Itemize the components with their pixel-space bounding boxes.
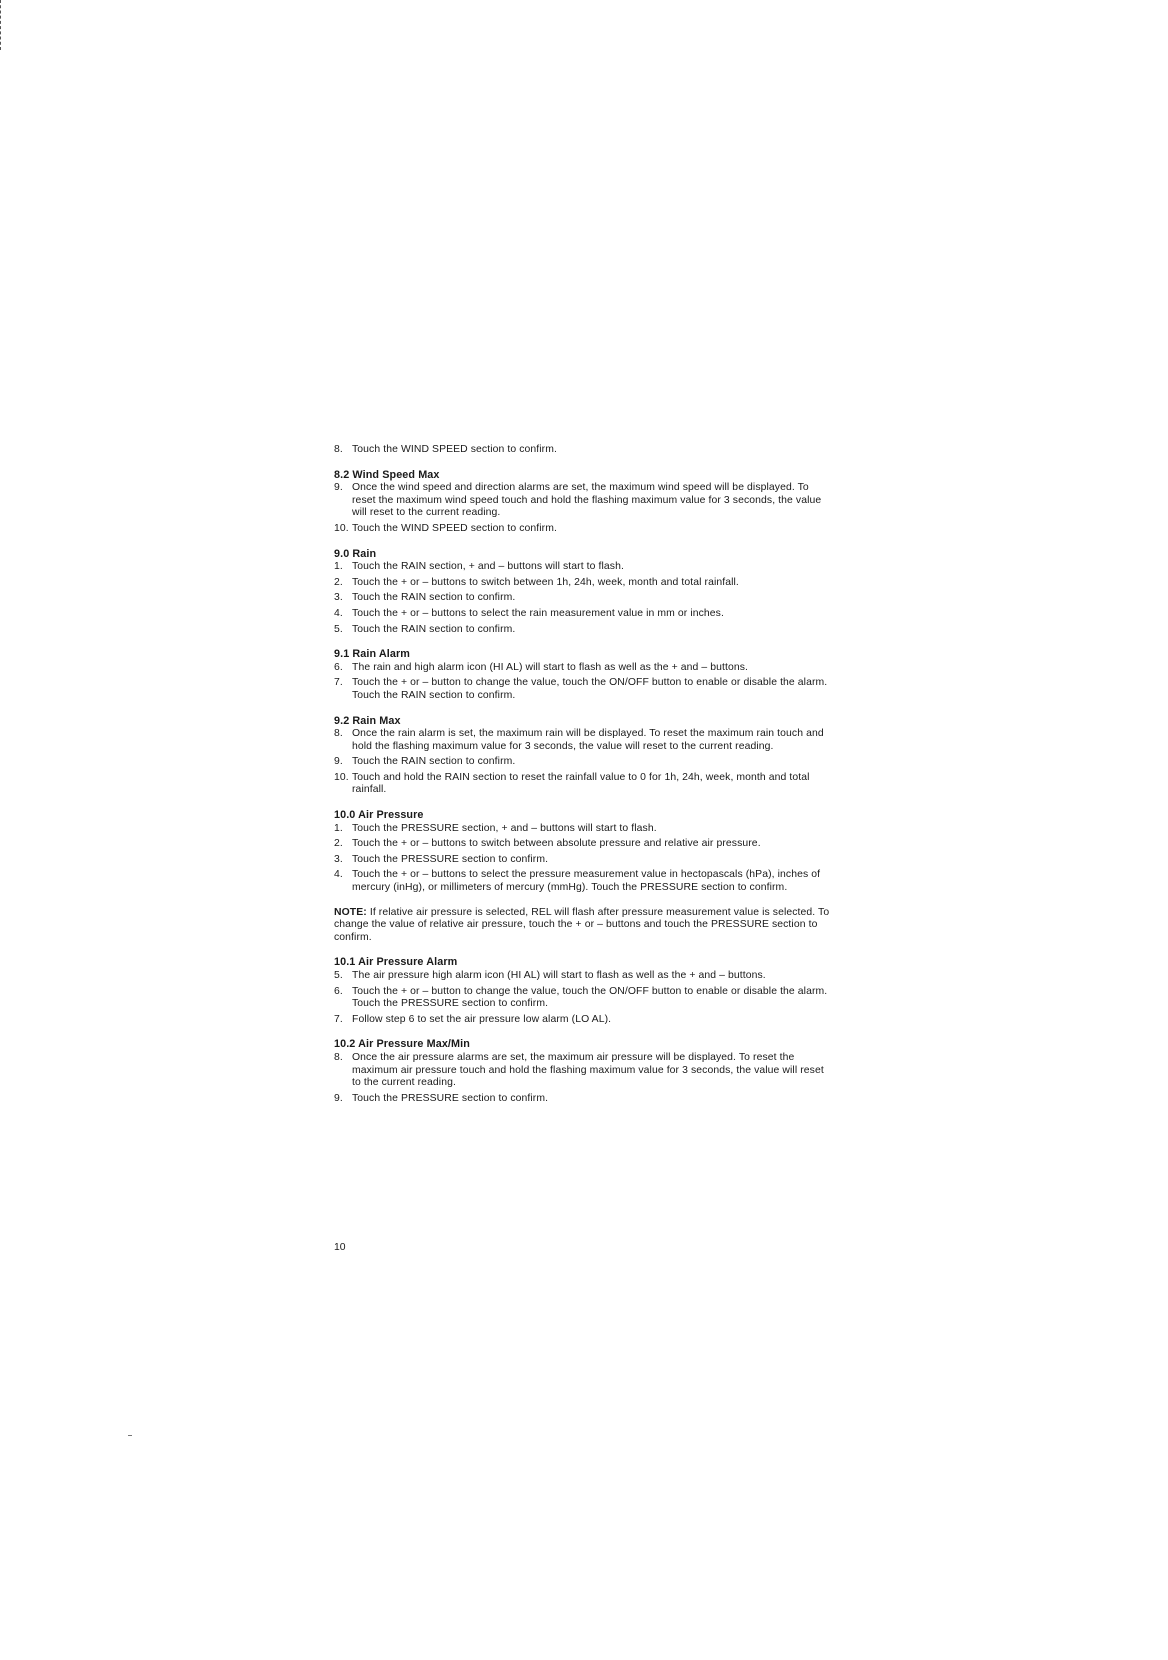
step-list bbox=[334, 1052, 834, 1105]
step-text: Once the rain alarm is set, the maximum rain will be displayed. To reset the maximum rain touch and hold the flashing maximum value for 3 seconds, the value will reset to the current reading. bbox=[352, 728, 824, 752]
list-item bbox=[334, 662, 834, 675]
list-item bbox=[334, 608, 834, 621]
step-number: 7. bbox=[334, 677, 343, 689]
step-number: 4. bbox=[334, 869, 343, 881]
list-item bbox=[334, 592, 834, 605]
section-air-pressure bbox=[334, 809, 834, 895]
section-wind-speed-max bbox=[334, 469, 834, 536]
section-rain bbox=[334, 548, 834, 637]
step-text: Touch the WIND SPEED section to confirm. bbox=[352, 522, 557, 534]
list-item bbox=[334, 624, 834, 637]
list-item bbox=[334, 756, 834, 769]
scan-speck bbox=[128, 1435, 132, 1436]
step-text: Touch the + or – buttons to select the pressure measurement value in hectopascals (hPa), inches of mercury (inHg), or millimeters of mercury (mmHg). Touch the PRESSURE section to confirm. bbox=[352, 869, 821, 894]
step-list bbox=[334, 728, 834, 797]
step-text: The air pressure high alarm icon (HI AL) will start to flash as well as the + and – buttons. bbox=[352, 970, 766, 981]
step-number: 4. bbox=[334, 607, 343, 619]
scan-edge-mark bbox=[0, 0, 3, 50]
step-list bbox=[334, 482, 834, 535]
list-item bbox=[334, 1093, 834, 1106]
section-rain-max bbox=[334, 715, 834, 798]
list-item bbox=[334, 482, 834, 520]
step-list bbox=[334, 823, 834, 895]
list-item bbox=[334, 1052, 834, 1090]
list-item bbox=[334, 1014, 834, 1027]
step-text: Once the wind speed and direction alarms are set, the maximum wind speed will be displayed. To reset the maximum wind speed touch and hold the flashing maximum value for 3 seconds, the value will reset to the current reading. bbox=[352, 482, 822, 519]
step-number: 1. bbox=[334, 822, 343, 834]
section-heading: 9.0 Rain bbox=[334, 547, 377, 560]
step-number: 10. bbox=[334, 522, 349, 534]
step-text: Touch and hold the RAIN section to reset the rainfall value to 0 for 1h, 24h, week, month and total rainfall. bbox=[352, 771, 810, 796]
page-number: 10 bbox=[334, 1242, 346, 1253]
section-heading: 8.2 Wind Speed Max bbox=[334, 468, 440, 481]
step-list bbox=[334, 561, 834, 636]
section-heading: 9.1 Rain Alarm bbox=[334, 648, 411, 661]
step-text: Touch the PRESSURE section to confirm. bbox=[352, 853, 549, 865]
step-number: 7. bbox=[334, 1013, 343, 1025]
section-heading: 10.2 Air Pressure Max/Min bbox=[334, 1038, 470, 1051]
step-number: 2. bbox=[334, 838, 343, 850]
note-paragraph bbox=[334, 907, 834, 945]
step-list bbox=[334, 970, 834, 1026]
list-item bbox=[334, 854, 834, 867]
step-text: Touch the + or – buttons to select the rain measurement value in mm or inches. bbox=[352, 607, 724, 619]
step-text: Touch the + or – buttons to switch between 1h, 24h, week, month and total rainfall. bbox=[352, 576, 739, 588]
section-heading: 9.2 Rain Max bbox=[334, 714, 401, 727]
step-number: 6. bbox=[334, 661, 343, 673]
step-text: Touch the + or – buttons to switch between absolute pressure and relative air pressure. bbox=[352, 838, 761, 850]
step-number: 8. bbox=[334, 728, 343, 740]
section-air-pressure-max-min bbox=[334, 1038, 834, 1105]
list-item bbox=[334, 823, 834, 836]
step-number: 9. bbox=[334, 1092, 343, 1104]
note-label: NOTE: bbox=[334, 906, 367, 918]
list-item bbox=[334, 444, 834, 457]
list-item bbox=[334, 561, 834, 574]
step-text: Touch the RAIN section to confirm. bbox=[352, 756, 516, 768]
step-number: 5. bbox=[334, 623, 343, 635]
step-number: 1. bbox=[334, 561, 343, 573]
step-list bbox=[334, 662, 834, 703]
section-air-pressure-alarm bbox=[334, 956, 834, 1026]
step-text: Once the air pressure alarms are set, the maximum air pressure will be displayed. To reset the maximum air pressure touch and hold the flashing maximum value for 3 seconds, the value will reset to the current reading. bbox=[352, 1051, 824, 1089]
note-text: If relative air pressure is selected, REL will flash after pressure measurement value is selected. To change the value of relative air pressure, touch the + or – buttons and touch the PRESSURE section to confirm. bbox=[334, 906, 830, 943]
step-text: Touch the PRESSURE section, + and – buttons will start to flash. bbox=[352, 822, 657, 834]
list-item bbox=[334, 677, 834, 702]
step-number: 3. bbox=[334, 853, 343, 865]
list-item bbox=[334, 728, 834, 753]
step-text: Follow step 6 to set the air pressure low alarm (LO AL). bbox=[352, 1013, 612, 1025]
step-text: Touch the + or – button to change the value, touch the ON/OFF button to enable or disable the alarm. Touch the RAIN section to confirm. bbox=[352, 677, 828, 701]
step-number: 5. bbox=[334, 970, 343, 981]
step-number: 9. bbox=[334, 756, 343, 768]
list-item bbox=[334, 838, 834, 851]
step-number: 8. bbox=[334, 1051, 343, 1063]
intro-step-list bbox=[334, 444, 834, 457]
step-number: 6. bbox=[334, 985, 343, 997]
step-number: 10. bbox=[334, 771, 349, 783]
list-item bbox=[334, 772, 834, 797]
page-content bbox=[334, 444, 834, 1108]
step-text: Touch the WIND SPEED section to confirm. bbox=[352, 444, 557, 455]
section-rain-alarm bbox=[334, 648, 834, 702]
list-item bbox=[334, 970, 834, 983]
list-item bbox=[334, 869, 834, 894]
list-item bbox=[334, 523, 834, 536]
step-text: The rain and high alarm icon (HI AL) will start to flash as well as the + and – buttons. bbox=[352, 661, 749, 673]
step-number: 3. bbox=[334, 592, 343, 604]
step-text: Touch the RAIN section, + and – buttons will start to flash. bbox=[352, 561, 624, 573]
step-number: 8. bbox=[334, 444, 343, 455]
section-heading: 10.1 Air Pressure Alarm bbox=[334, 956, 458, 969]
list-item bbox=[334, 986, 834, 1011]
section-heading: 10.0 Air Pressure bbox=[334, 809, 424, 822]
step-text: Touch the + or – button to change the value, touch the ON/OFF button to enable or disable the alarm. Touch the PRESSURE section to confirm. bbox=[352, 985, 828, 1010]
step-text: Touch the PRESSURE section to confirm. bbox=[352, 1092, 549, 1104]
step-number: 2. bbox=[334, 576, 343, 588]
list-item bbox=[334, 577, 834, 590]
step-number: 9. bbox=[334, 482, 343, 494]
step-text: Touch the RAIN section to confirm. bbox=[352, 623, 516, 635]
step-text: Touch the RAIN section to confirm. bbox=[352, 592, 516, 604]
